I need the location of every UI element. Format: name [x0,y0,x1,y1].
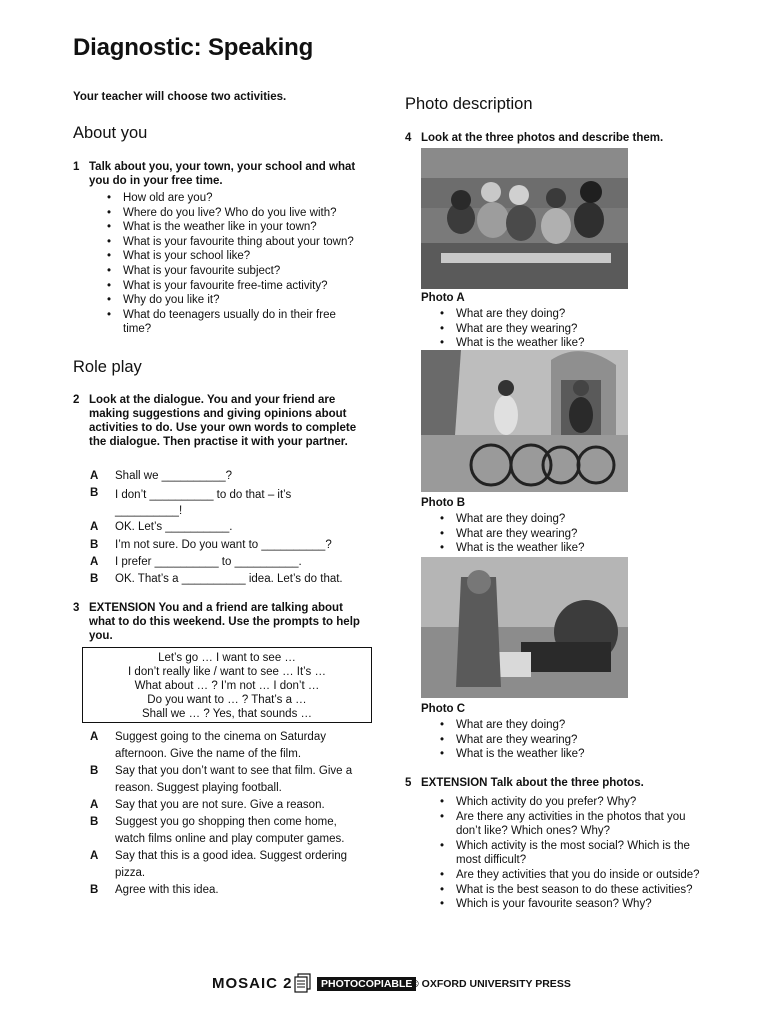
question-2 [73,393,368,449]
list-item: • What are they wearing? [438,322,638,337]
list-item: • What do teenagers usually do in their free time? [105,308,345,337]
roleplay-heading: Role play [73,358,142,376]
list-item: • What is the weather like? [438,747,638,762]
photo-heading: Photo description [405,95,533,113]
question-text: EXTENSION Talk about the three photos. [421,777,644,789]
list-item: • What are they wearing? [438,527,638,542]
speaker: A [90,521,99,533]
photo-c-image [421,557,628,698]
speaker: B [90,884,99,896]
dialogue-text: OK. Let’s __________. [115,521,233,533]
dialogue-text: I prefer __________ to __________. [115,556,302,568]
list-item: • What is the weather like? [438,541,638,556]
photo-a-image [421,148,628,289]
list-item: • What is the weather like in your town? [105,220,370,235]
about-heading: About you [73,124,148,142]
brand-name: MOSAIC [212,975,278,992]
speaker: B [90,573,99,585]
speaker: A [90,731,99,743]
speaker: B [90,487,99,499]
list-item: • Where do you live? Who do you live with? [105,206,370,221]
list-item: • What are they wearing? [438,733,638,748]
intro-text: Your teacher will choose two activities. [73,91,287,103]
brand-level: 2 [283,975,293,992]
about-bullet-list [105,191,370,337]
photo-b-image [421,350,628,492]
task-text: Say that you are not sure. Give a reason. [115,799,325,811]
question-number: 3 [73,602,80,614]
question-text: Look at the three photos and describe them. [421,132,664,144]
photo-b-questions [438,512,638,556]
dialogue-text: I don’t __________ to do that – it’s __________! [115,489,292,517]
photocopiable-badge: PHOTOCOPIABLE [317,977,416,991]
publisher-text: © OXFORD UNIVERSITY PRESS [411,978,571,990]
list-item: • What is the weather like? [438,336,638,351]
question-text: Talk about you, your town, your school and what you do in your free time. [89,161,356,187]
photocopy-icon [294,973,312,993]
prompt-line: Do you want to … ? That’s a … [147,694,307,706]
speaker: A [90,799,99,811]
list-item: • Which activity do you prefer? Why? [438,795,703,810]
task-text: Suggest you go shopping then come home, watch films online and play computer games. [115,816,345,845]
question-number: 2 [73,394,80,406]
list-item: • What are they doing? [438,307,638,322]
question-5 [405,776,705,790]
dialogue [90,470,370,590]
question-text: Look at the dialogue. You and your friend are making suggestions and giving opinions about activities to do. Use your own words to complete the dialogue. Then practise it with your partner. [89,394,357,448]
prompt-box [82,647,372,723]
list-item: • What is your favourite thing about your town? [105,235,370,250]
list-item: • Which is your favourite season? Why? [438,897,703,912]
list-item: • What are they doing? [438,718,638,733]
task-list [90,729,370,899]
task-text: Suggest going to the cinema on Saturday afternoon. Give the name of the film. [115,731,326,760]
prompt-line: I don’t really like / want to see … It’s … [128,666,326,678]
list-item: • What are they doing? [438,512,638,527]
list-item: • Are they activities that you do inside or outside? [438,868,703,883]
list-item: • What is your favourite free-time activity? [105,279,370,294]
list-item: • How old are you? [105,191,370,206]
speaker: A [90,470,99,482]
speaker: B [90,539,99,551]
footer-brand [212,975,293,992]
prompt-line: What about … ? I’m not … I don’t … [134,680,320,692]
question-3 [73,601,368,643]
list-item: • What is your school like? [105,249,370,264]
speaker: A [90,850,99,862]
task-text: Say that this is a good idea. Suggest ordering pizza. [115,850,348,879]
question-number: 4 [405,132,412,144]
task-text: Agree with this idea. [115,884,219,896]
list-item: • Which activity is the most social? Which is the most difficult? [438,839,703,868]
photo-a-questions [438,307,638,351]
photo-c-label: Photo C [421,703,466,715]
question-1 [73,160,363,188]
list-item: • What is the best season to do these activities? [438,883,703,898]
page-title: Diagnostic: Speaking [73,34,314,61]
photo-extension-list [438,795,703,912]
speaker: A [90,556,99,568]
question-4 [405,131,705,145]
list-item: • Why do you like it? [105,293,370,308]
dialogue-text: OK. That’s a __________ idea. Let’s do that. [115,573,343,585]
list-item: • Are there any activities in the photos that you don’t like? Which ones? Why? [438,810,703,839]
task-text: Say that you don’t want to see that film. Give a reason. Suggest playing football. [115,765,353,794]
prompt-line: Let’s go … I want to see … [158,652,296,664]
question-number: 1 [73,161,80,173]
photo-b-label: Photo B [421,497,466,509]
photo-a-label: Photo A [421,292,465,304]
speaker: B [90,816,99,828]
photo-c-questions [438,718,638,762]
prompt-line: Shall we … ? Yes, that sounds … [141,708,313,720]
question-text: EXTENSION You and a friend are talking about what to do this weekend. Use the prompts to help you. [89,602,360,642]
question-number: 5 [405,777,412,789]
speaker: B [90,765,99,777]
dialogue-text: Shall we __________? [115,470,233,482]
list-item: • What is your favourite subject? [105,264,370,279]
dialogue-text: I’m not sure. Do you want to __________? [115,539,332,551]
